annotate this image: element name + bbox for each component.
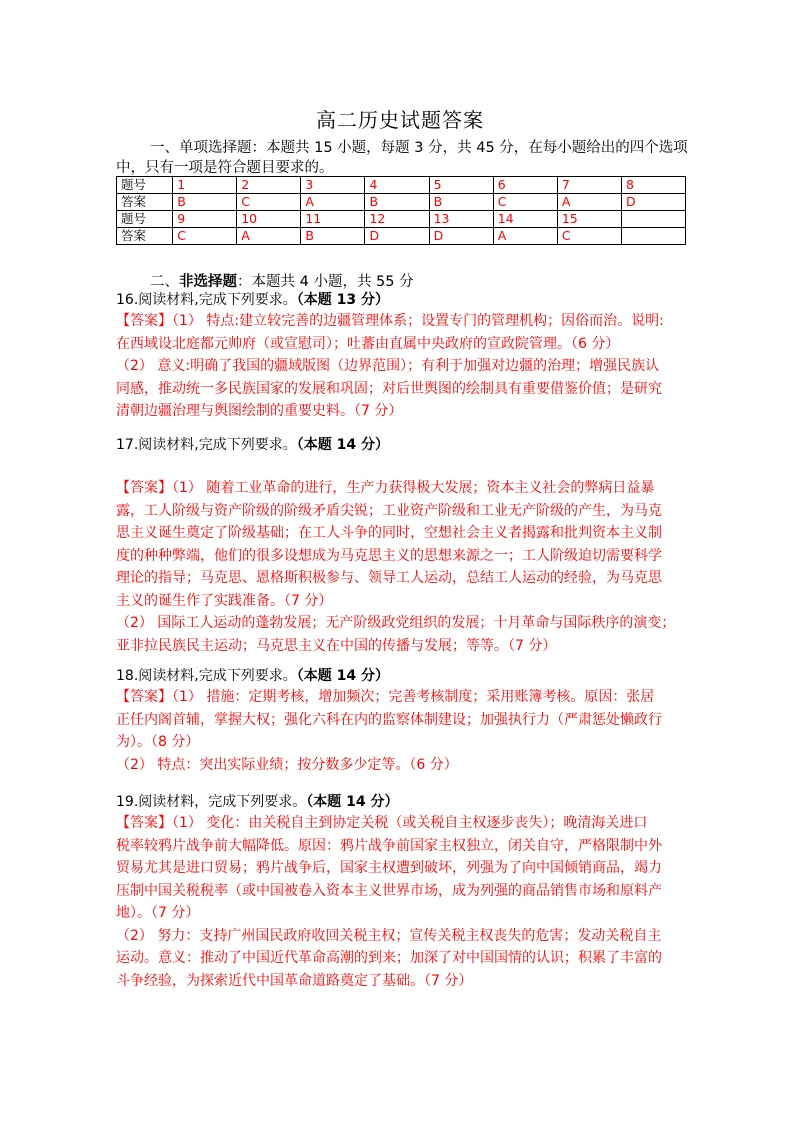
question-points: （本题 14 分）: [296, 668, 389, 684]
question-number: 5: [429, 177, 493, 194]
answer-block: [116, 310, 696, 423]
question-title: 19.阅读材料，完成下列要求。: [116, 794, 307, 810]
answer-cell: C: [493, 194, 557, 211]
answer-cell: [621, 228, 685, 245]
question-points: （本题 13 分）: [296, 292, 389, 308]
question-points: （本题 14 分）: [306, 794, 399, 810]
question-head: [116, 290, 696, 310]
answer-line: 斗争经验，为探索近代中国革命道路奠定了基础。（7 分）: [116, 972, 473, 989]
section2-heading: [150, 270, 414, 291]
table-row-numbers-1: [117, 177, 686, 194]
question-number: 12: [365, 211, 429, 228]
answer-block: [116, 477, 696, 657]
question-points: （本题 14 分）: [296, 437, 389, 453]
answer-cell: D: [621, 194, 685, 211]
table-row-numbers-2: [117, 211, 686, 228]
answer-cell: D: [429, 228, 493, 245]
answer-line: 【答案】（1） 随着工业革命的进行，生产力获得极大发展；资本主义社会的弊病日益暴: [116, 480, 655, 496]
answer-cell: A: [493, 228, 557, 245]
section2-bold: 非选择题: [179, 274, 237, 290]
answer-line: 同感，推动统一多民族国家的发展和巩固；对后世舆图的绘制具有重要借鉴价值；是研究: [116, 380, 662, 397]
answer-block: [116, 686, 696, 776]
answer-line: 贸易尤其是进口贸易；鸦片战争后，国家主权遭到破坏，列强为了向中国倾销商品，竭力: [116, 860, 662, 876]
answer-line: 清朝边疆治理与舆图绘制的重要史料。（7 分）: [116, 403, 403, 419]
answer-line: 度的种种弊端，他们的很多设想成为马克思主义的思想来源之一；工人阶级迫切需要科学: [116, 547, 662, 564]
answer-cell: B: [301, 228, 365, 245]
question-number: 7: [557, 177, 621, 194]
section2-rest: ：本题共 4 小题，共 55 分: [237, 274, 414, 290]
page-title: 高二历史试题答案: [316, 108, 484, 132]
question-number: 2: [237, 177, 301, 194]
question-number: 4: [365, 177, 429, 194]
answer-line: 亚非拉民族民主运动；马克思主义在中国的传播与发展；等等。（7 分）: [116, 637, 557, 654]
question-title: 17.阅读材料,完成下列要求。: [116, 437, 297, 453]
table-row-answers-2: [117, 228, 686, 245]
answer-cell: B: [173, 194, 237, 211]
answer-line: 主义的诞生作了实践准备。（7 分）: [116, 592, 333, 609]
question-head: [116, 792, 696, 812]
answer-line: （2） 努力：支持广州国民政府收回关税主权；宣传关税主权丧失的危害；发动关税自主: [116, 927, 662, 944]
answer-line: 税率较鸦片战争前大幅降低。原因：鸦片战争前国家主权独立，闭关自守，严格限制中外: [116, 837, 662, 854]
question-number: [621, 211, 685, 228]
answer-line: 正任内阁首辅，掌握大权；强化六科在内的监察体制建设；加强执行力（严肃惩处懒政行: [116, 711, 662, 728]
answer-cell: C: [557, 228, 621, 245]
question-number: 14: [493, 211, 557, 228]
question-number: 15: [557, 211, 621, 228]
row-label: 答案: [117, 194, 173, 211]
answer-cell: A: [237, 228, 301, 245]
answer-line: 在西域设北庭都元帅府（或宣慰司）；吐蕃由直属中央政府的宣政院管理。（6 分）: [116, 335, 620, 352]
answer-line: （2） 国际工人运动的蓬勃发展；无产阶级政党组织的发展；十月革命与国际秩序的演变；: [116, 615, 676, 631]
section1-intro-line2: 中，只有一项是符合题目要求的。: [116, 160, 334, 176]
question-number: 10: [237, 211, 301, 228]
answer-line: 地）。（7 分）: [116, 905, 200, 921]
answer-line: （2） 特点：突出实际业绩；按分数多少定等。（6 分）: [116, 756, 458, 773]
answer-line: 【答案】（1） 特点:建立较完善的边疆管理体系；设置专门的管理机构；因俗而治。说明:: [116, 313, 664, 329]
answer-line: 为）。（8 分）: [116, 734, 200, 750]
answer-line: 【答案】（1） 措施：定期考核，增加频次；完善考核制度；采用账簿考核。原因：张居: [116, 689, 655, 705]
answer-line: 露，工人阶级与资产阶级的阶级矛盾尖锐；工业资产阶级和工业无产阶级的产生，为马克: [116, 502, 662, 519]
section2-prefix: 二、: [150, 274, 179, 290]
answer-line: 【答案】（1） 变化：由关税自主到协定关税（或关税自主权逐步丧失）；晚清海关进口: [116, 815, 648, 831]
table-row-answers-1: [117, 194, 686, 211]
question-number: 6: [493, 177, 557, 194]
answer-cell: B: [365, 194, 429, 211]
answer-cell: A: [557, 194, 621, 211]
question-18: [116, 666, 696, 776]
answer-line: 思主义诞生奠定了阶级基础；在工人斗争的同时，空想社会主义者揭露和批判资本主义制: [116, 525, 662, 541]
answer-table: [116, 176, 686, 245]
answer-block: [116, 812, 696, 992]
question-number: 3: [301, 177, 365, 194]
question-title: 18.阅读材料,完成下列要求。: [116, 668, 297, 684]
question-number: 9: [173, 211, 237, 228]
question-title: 16.阅读材料,完成下列要求。: [116, 292, 297, 308]
section1-intro-line1: 一、单项选择题：本题共 15 小题，每题 3 分，共 45 分，在每小题给出的四个选项: [150, 140, 688, 156]
question-19: [116, 792, 696, 992]
answer-line: （2） 意义:明确了我国的疆域版图（边界范围）；有利于加强对边疆的治理；增强民族认: [116, 358, 660, 374]
question-16: [116, 290, 696, 423]
answer-cell: C: [173, 228, 237, 245]
answer-cell: A: [301, 194, 365, 211]
answer-cell: B: [429, 194, 493, 211]
answer-cell: D: [365, 228, 429, 245]
question-number: 1: [173, 177, 237, 194]
question-number: 11: [301, 211, 365, 228]
row-label: 答案: [117, 228, 173, 245]
question-17: [116, 435, 696, 657]
question-head: [116, 666, 696, 686]
row-label: 题号: [117, 211, 173, 228]
answer-line: 理论的指导；马克思、恩格斯积极参与、领导工人运动，总结工人运动的经验，为马克思: [116, 570, 662, 586]
question-number: 13: [429, 211, 493, 228]
answer-line: 压制中国关税税率（或中国被卷入资本主义世界市场，成为列强的商品销售市场和原料产: [116, 882, 662, 899]
row-label: 题号: [117, 177, 173, 194]
question-head: [116, 435, 696, 455]
answer-cell: C: [237, 194, 301, 211]
question-number: 8: [621, 177, 685, 194]
section1-intro: [116, 138, 690, 178]
answer-line: 运动。意义：推动了中国近代革命高潮的到来；加深了对中国国情的认识；积累了丰富的: [116, 950, 662, 966]
